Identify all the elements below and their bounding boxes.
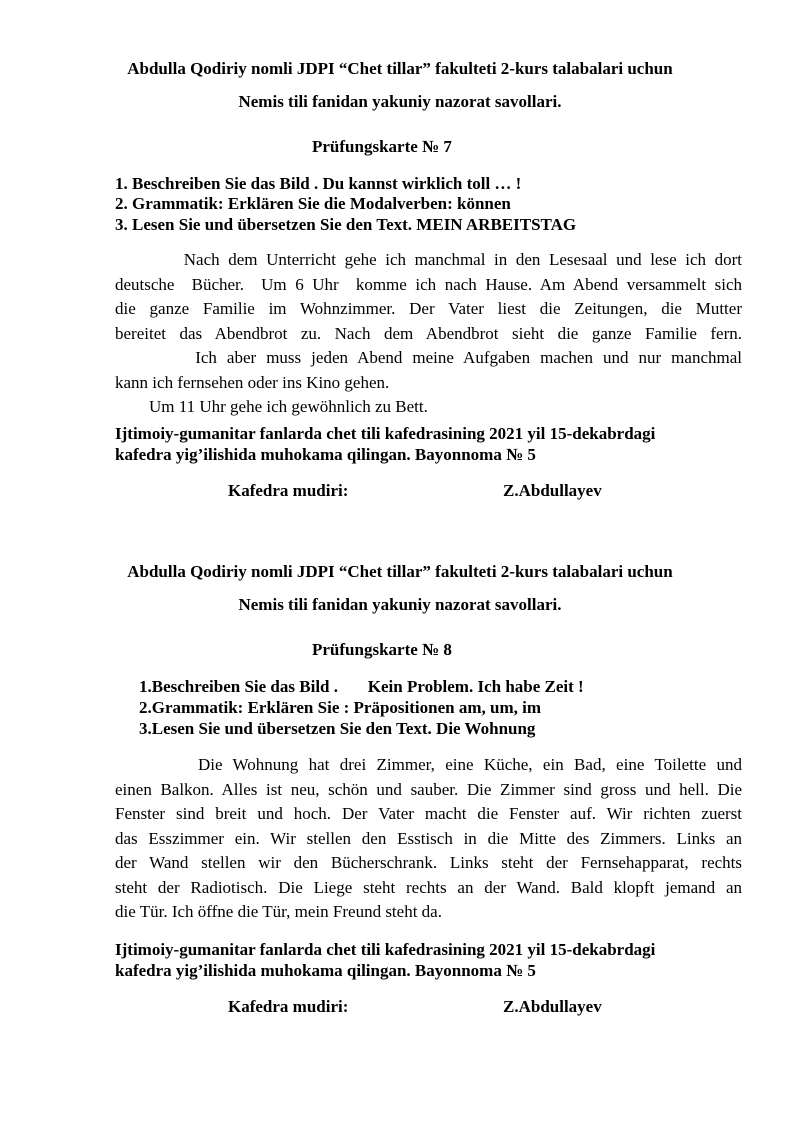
department-head-label: Kafedra mudiri: bbox=[228, 997, 349, 1016]
reading-text bbox=[115, 248, 742, 420]
text-line: das Esszimmer ein. Wir stellen den Esstisch in die Mitte des Zimmers. Links an bbox=[115, 828, 742, 848]
text-line: Die Wohnung hat drei Zimmer, eine Küche, ein Bad, eine Toilette und bbox=[115, 755, 742, 774]
question-1: 1.Beschreiben Sie das Bild . Kein Problem. Ich habe Zeit ! bbox=[139, 677, 584, 696]
text-line: kann ich fernsehen oder ins Kino gehen. bbox=[115, 372, 390, 392]
approval-line-2: kafedra yig’ilishida muhokama qilingan. Bayonnoma № 5 bbox=[115, 961, 536, 980]
question-3: 3.Lesen Sie und übersetzen Sie den Text. Die Wohnung bbox=[139, 719, 536, 738]
text-line: einen Balkon. Alles ist neu, schön und sauber. Die Zimmer sind gross und hell. Die bbox=[115, 779, 742, 799]
text-line: Ich aber muss jeden Abend meine Aufgaben machen und nur manchmal bbox=[115, 348, 742, 367]
question-2: 2.Grammatik: Erklären Sie : Präpositionen am, um, im bbox=[139, 698, 541, 717]
department-head-label: Kafedra mudiri: bbox=[228, 481, 349, 500]
text-line: deutsche Bücher. Um 6 Uhr komme ich nach Hause. Am Abend versammelt sich bbox=[115, 274, 742, 294]
text-line: der Wand stellen wir den Bücherschrank. Links steht der Fernsehapparat, rechts bbox=[115, 853, 742, 872]
text-line: die Tür. Ich öffne die Tür, mein Freund steht da. bbox=[115, 902, 442, 921]
question-2: 2. Grammatik: Erklären Sie die Modalverben: können bbox=[115, 194, 511, 213]
approval-line-1: Ijtimoiy-gumanitar fanlarda chet tili kafedrasining 2021 yil 15-dekabrdagi bbox=[115, 424, 656, 443]
card-header-line-1: Abdulla Qodiriy nomli JDPI “Chet tillar” fakulteti 2-kurs talabalari uchun bbox=[127, 59, 673, 78]
department-head-name: Z.Abdullayev bbox=[503, 481, 602, 500]
card-header-line-2: Nemis tili fanidan yakuniy nazorat savollari. bbox=[238, 595, 562, 614]
card-title: Prüfungskarte № 8 bbox=[312, 640, 452, 659]
text-line: Nach dem Unterricht gehe ich manchmal in den Lesesaal und lese ich dort bbox=[115, 250, 742, 269]
text-line: die ganze Familie im Wohnzimmer. Der Vater liest die Zeitungen, die Mutter bbox=[115, 299, 742, 318]
approval-line-1: Ijtimoiy-gumanitar fanlarda chet tili kafedrasining 2021 yil 15-dekabrdagi bbox=[115, 940, 656, 959]
text-line: Um 11 Uhr gehe ich gewöhnlich zu Bett. bbox=[115, 397, 428, 416]
approval-line-2: kafedra yig’ilishida muhokama qilingan. Bayonnoma № 5 bbox=[115, 445, 536, 464]
card-header-line-2: Nemis tili fanidan yakuniy nazorat savollari. bbox=[238, 92, 562, 111]
card-title: Prüfungskarte № 7 bbox=[312, 137, 452, 156]
reading-text bbox=[115, 753, 742, 925]
department-head-name: Z.Abdullayev bbox=[503, 997, 602, 1016]
text-line: Fenster sind breit und hoch. Der Vater macht die Fenster auf. Wir richten zuerst bbox=[115, 804, 742, 823]
card-header-line-1: Abdulla Qodiriy nomli JDPI “Chet tillar” fakulteti 2-kurs talabalari uchun bbox=[127, 562, 673, 581]
text-line: bereitet das Abendbrot zu. Nach dem Abendbrot sieht die ganze Familie fern. bbox=[115, 323, 742, 343]
text-line: steht der Radiotisch. Die Liege steht rechts an der Wand. Bald klopft jemand an bbox=[115, 877, 742, 897]
question-1: 1. Beschreiben Sie das Bild . Du kannst wirklich toll … ! bbox=[115, 174, 522, 193]
question-3: 3. Lesen Sie und übersetzen Sie den Text. MEIN ARBEITSTAG bbox=[115, 215, 577, 234]
